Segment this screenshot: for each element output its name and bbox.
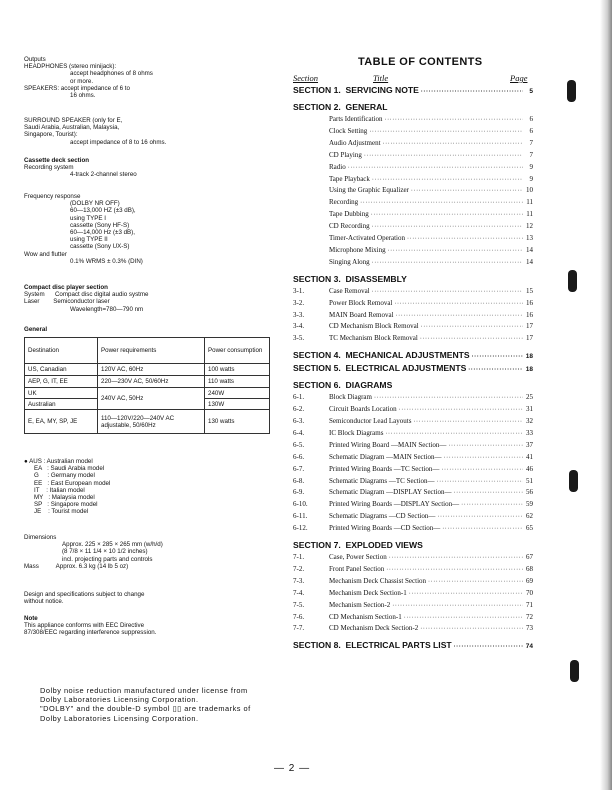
spec-line: 0.1% WRMS ± 0.3% (DIN) bbox=[70, 257, 143, 265]
spec-line: EA : Saudi Arabia model bbox=[34, 465, 105, 473]
dot-leader bbox=[396, 313, 523, 319]
spec-line: Outputs bbox=[24, 56, 46, 63]
toc-entry[interactable] bbox=[293, 393, 533, 401]
table-header: Power consumption bbox=[205, 338, 270, 364]
spec-line: SURROUND SPEAKER (only for E, bbox=[24, 117, 123, 124]
dolby-line: Dolby noise reduction manufactured under license from bbox=[40, 686, 248, 695]
binding-hole bbox=[569, 470, 578, 492]
toc-entry-title: TC Mechanism Block Removal bbox=[329, 334, 418, 343]
toc-entry-page: 69 bbox=[526, 576, 533, 585]
toc-entry-page: 68 bbox=[526, 564, 533, 573]
toc-entry-number: 6-2. bbox=[293, 405, 305, 414]
dolby-line: Dolby Laboratories Licensing Corporation. bbox=[40, 713, 199, 723]
spec-line: Singapore, Tourist): bbox=[24, 131, 78, 139]
table-row bbox=[25, 388, 270, 399]
toc-entry-title: Power Block Removal bbox=[329, 298, 393, 307]
dolby-line: Dolby Laboratories Licensing Corporation. bbox=[40, 695, 199, 705]
toc-entry-page: 65 bbox=[526, 524, 533, 533]
spec-line: IT : Italian model bbox=[34, 486, 85, 494]
spec-line: JE : Tourist model bbox=[34, 508, 89, 516]
dot-leader bbox=[444, 455, 523, 461]
toc-entry-title: Timer-Activated Operation bbox=[329, 234, 405, 242]
toc-entry-number: 7-1. bbox=[293, 553, 305, 561]
toc-entry-number: 7-5. bbox=[293, 600, 305, 609]
toc-entry-page: 71 bbox=[526, 600, 533, 609]
cd-spec bbox=[24, 284, 148, 313]
table-cell: 120V AC, 60Hz bbox=[98, 364, 205, 376]
table-header: Destination bbox=[25, 338, 98, 364]
table-cell: 110—120V/220—240V AC adjustable, 50/60Hz bbox=[98, 410, 205, 434]
dot-leader bbox=[472, 354, 523, 360]
spec-line: ● AUS : Australian model bbox=[24, 458, 93, 465]
dot-leader bbox=[437, 514, 523, 520]
spec-line: Frequency response bbox=[24, 193, 81, 200]
spec-line: Saudi Arabia, Australian, Malaysia, bbox=[24, 124, 120, 132]
dot-leader bbox=[348, 165, 523, 171]
toc-entry[interactable] bbox=[293, 465, 533, 473]
toc-section-label: SECTION 7. EXPLODED VIEWS bbox=[293, 540, 423, 550]
toc-entry-number: 6-5. bbox=[293, 440, 305, 449]
dot-leader bbox=[420, 626, 523, 632]
toc-entry-page: 67 bbox=[526, 553, 533, 561]
toc-entry[interactable] bbox=[293, 624, 533, 632]
spec-line: using TYPE I bbox=[70, 214, 106, 222]
toc-entry-title: Schematic Diagram —DISPLAY Section— bbox=[329, 488, 452, 497]
table-cell: UK bbox=[25, 388, 98, 399]
toc-entry[interactable] bbox=[293, 405, 533, 413]
dot-leader bbox=[374, 395, 523, 401]
toc-entry-title: Microphone Mixing bbox=[329, 245, 386, 254]
toc-entry-page: 56 bbox=[526, 488, 533, 497]
toc-section-label: SECTION 6. DIAGRAMS bbox=[293, 380, 393, 391]
toc-entry[interactable] bbox=[293, 429, 533, 437]
dot-leader bbox=[388, 248, 523, 254]
toc-entry-title: Printed Wiring Board —MAIN Section— bbox=[329, 440, 447, 449]
toc-entry-number: 6-1. bbox=[293, 393, 305, 402]
toc-entry[interactable] bbox=[293, 115, 533, 123]
toc-entry[interactable] bbox=[293, 246, 533, 254]
toc-entry-number: 6-8. bbox=[293, 476, 305, 485]
dot-leader bbox=[421, 324, 523, 330]
toc-entry[interactable] bbox=[293, 139, 533, 147]
toc-entry-title: CD Mechanism Deck Section-2 bbox=[329, 624, 419, 633]
toc-entry-page: 51 bbox=[526, 476, 533, 485]
dot-leader bbox=[372, 289, 523, 295]
dot-leader bbox=[394, 301, 523, 307]
toc-entry-title: Front Panel Section bbox=[329, 564, 385, 573]
toc-entry[interactable] bbox=[293, 417, 533, 425]
table-cell: AEP, G, IT, EE bbox=[25, 376, 98, 388]
toc-section-page: 18 bbox=[525, 366, 533, 374]
toc-entry[interactable] bbox=[293, 334, 533, 342]
toc-col-title: Title bbox=[373, 73, 389, 83]
table-row bbox=[25, 410, 270, 434]
table-cell: US, Canadian bbox=[25, 364, 98, 376]
dimensions-spec bbox=[24, 534, 163, 570]
toc-entry-title: Schematic Diagrams —TC Section— bbox=[329, 476, 435, 485]
spec-line: System Compact disc digital audio systme bbox=[24, 291, 149, 299]
toc-entry-page: 14 bbox=[526, 245, 533, 254]
dot-leader bbox=[385, 431, 523, 437]
spec-line: Design and specifications subject to change bbox=[24, 591, 145, 598]
frequency-spec bbox=[24, 193, 143, 265]
toc-entry-title: Circuit Boards Location bbox=[329, 405, 397, 414]
toc-section bbox=[293, 380, 533, 390]
toc-entry-page: 10 bbox=[526, 186, 533, 195]
table-cell: 110 watts bbox=[205, 376, 270, 388]
toc-col-section: Section bbox=[293, 73, 319, 83]
spec-line: 60—13,000 HZ (±3 dB), bbox=[70, 207, 136, 215]
power-table bbox=[24, 337, 270, 434]
toc-entry-title: Mechanism Deck Section-1 bbox=[329, 588, 407, 597]
toc-entry-title: Tape Playback bbox=[329, 174, 370, 183]
dot-leader bbox=[454, 490, 523, 496]
toc-entry-page: 9 bbox=[529, 174, 533, 183]
spec-line: accept headphones of 8 ohms bbox=[70, 70, 153, 78]
spec-line: (8 7/8 × 11 1/4 × 10 1/2 inches) bbox=[62, 548, 148, 556]
table-cell: 130 watts bbox=[205, 410, 270, 434]
toc-entry-number: 3-1. bbox=[293, 286, 305, 295]
toc-entry[interactable] bbox=[293, 234, 533, 242]
spec-line: or more. bbox=[70, 77, 94, 85]
toc-entry[interactable] bbox=[293, 524, 533, 532]
table-cell: Australian bbox=[25, 399, 98, 410]
toc-entry-title: CD Recording bbox=[329, 222, 370, 231]
dot-leader bbox=[369, 129, 523, 135]
toc-section bbox=[293, 640, 533, 650]
toc-entry[interactable] bbox=[293, 322, 533, 330]
table-cell: 240V AC, 50Hz bbox=[98, 388, 205, 410]
toc-entry[interactable] bbox=[293, 299, 533, 307]
surround-spec bbox=[24, 117, 166, 146]
table-row bbox=[25, 338, 270, 364]
spec-line: without notice. bbox=[24, 598, 64, 606]
table-cell: 240W bbox=[205, 388, 270, 399]
dot-leader bbox=[461, 502, 523, 508]
spec-line: (DOLBY NR OFF) bbox=[70, 200, 120, 208]
dot-leader bbox=[384, 117, 523, 123]
toc-entry-number: 7-6. bbox=[293, 612, 305, 621]
toc-entry[interactable] bbox=[293, 453, 533, 461]
toc-entry-page: 16 bbox=[526, 298, 533, 307]
dot-leader bbox=[409, 591, 523, 597]
toc-entry[interactable] bbox=[293, 175, 533, 183]
dot-leader bbox=[360, 200, 523, 206]
spec-line: 4-track 2-channel stereo bbox=[70, 171, 137, 179]
toc-entry-page: 37 bbox=[526, 440, 533, 449]
toc-entry-page: 25 bbox=[526, 393, 533, 402]
toc-entry-title: MAIN Board Removal bbox=[329, 310, 394, 319]
table-cell: 100 watts bbox=[205, 364, 270, 376]
model-legend bbox=[24, 458, 110, 516]
toc-entry-page: 32 bbox=[526, 417, 533, 425]
toc-section bbox=[293, 350, 533, 360]
spec-line: Mass Approx. 6.3 kg (14 lb 5 oz) bbox=[24, 562, 129, 570]
dot-leader bbox=[441, 467, 523, 473]
toc-entry-title: Semiconductor Lead Layouts bbox=[329, 417, 412, 425]
dot-leader bbox=[411, 188, 523, 194]
cassette-spec bbox=[24, 157, 137, 179]
spec-line: G : Germany model bbox=[34, 472, 95, 480]
dot-leader bbox=[399, 407, 523, 413]
dot-leader bbox=[371, 212, 523, 218]
toc-section-label: SECTION 5. ELECTRICAL ADJUSTMENTS bbox=[293, 363, 467, 374]
toc-entry-title: Singing Along bbox=[329, 257, 370, 266]
toc-entry-page: 59 bbox=[526, 500, 533, 509]
outputs-spec bbox=[24, 56, 153, 99]
dot-leader bbox=[389, 555, 523, 561]
toc-entry-number: 6-4. bbox=[293, 428, 305, 437]
binding-hole bbox=[568, 270, 577, 292]
toc-entry[interactable] bbox=[293, 601, 533, 609]
toc-entry-page: 17 bbox=[526, 322, 533, 331]
toc-entry[interactable] bbox=[293, 565, 533, 573]
toc-entry[interactable] bbox=[293, 477, 533, 485]
toc-entry[interactable] bbox=[293, 589, 533, 597]
toc-entry-number: 7-2. bbox=[293, 564, 305, 573]
toc-entry[interactable] bbox=[293, 198, 533, 206]
toc-entry[interactable] bbox=[293, 512, 533, 520]
table-header: Power requirements bbox=[98, 338, 205, 364]
toc-entry-number: 6-9. bbox=[293, 488, 305, 497]
toc-entry[interactable] bbox=[293, 258, 533, 266]
toc-entry-title: Parts Identification bbox=[329, 115, 383, 123]
design-note bbox=[24, 591, 144, 605]
spec-line: 16 ohms. bbox=[70, 92, 96, 100]
spec-line: Recording system bbox=[24, 164, 74, 172]
toc-entry-page: 9 bbox=[529, 162, 533, 171]
dot-leader bbox=[468, 367, 523, 373]
dot-leader bbox=[386, 567, 523, 573]
dot-leader bbox=[407, 236, 523, 242]
toc-entry-title: Printed Wiring Boards —DISPLAY Section— bbox=[329, 500, 460, 509]
toc-entry-number: 6-3. bbox=[293, 417, 305, 425]
toc-section-page: 5 bbox=[529, 88, 533, 95]
spec-line: Wavelength=780—790 nm bbox=[70, 305, 144, 313]
toc-entry-number: 3-5. bbox=[293, 334, 305, 343]
dot-leader bbox=[442, 526, 523, 532]
toc-entry[interactable] bbox=[293, 287, 533, 295]
toc-title: TABLE OF CONTENTS bbox=[358, 56, 483, 68]
toc-entry-page: 12 bbox=[526, 222, 533, 231]
dot-leader bbox=[372, 224, 523, 230]
toc-entry-page: 7 bbox=[529, 150, 533, 159]
toc-entry-page: 11 bbox=[526, 198, 533, 207]
toc-section-label: SECTION 1. SERVICING NOTE bbox=[293, 85, 419, 95]
spec-line: HEADPHONES (stereo minijack): bbox=[24, 63, 117, 71]
toc-entry-number: 6-10. bbox=[293, 500, 308, 509]
toc-entry-page: 17 bbox=[526, 334, 533, 343]
toc-entry-title: Schematic Diagrams —CD Section— bbox=[329, 512, 436, 521]
toc-entry-page: 14 bbox=[526, 257, 533, 266]
toc-entry-title: Tape Dubbing bbox=[329, 210, 369, 219]
dot-leader bbox=[420, 336, 523, 342]
toc-entry-page: 62 bbox=[526, 512, 533, 521]
toc-section-page: 18 bbox=[525, 353, 533, 361]
toc-entry-page: 73 bbox=[526, 624, 533, 633]
toc-entry-number: 6-12. bbox=[293, 524, 308, 533]
dolby-notice bbox=[40, 686, 251, 723]
toc-entry[interactable] bbox=[293, 222, 533, 230]
toc-section bbox=[293, 102, 533, 112]
toc-section bbox=[293, 85, 533, 95]
toc-section-label: SECTION 3. DISASSEMBLY bbox=[293, 273, 407, 284]
toc-entry[interactable] bbox=[293, 613, 533, 621]
spec-line: MY : Malaysia model bbox=[34, 494, 95, 502]
toc-entry-number: 6-6. bbox=[293, 452, 305, 461]
toc-entry-title: Printed Wiring Boards —CD Section— bbox=[329, 524, 441, 533]
eec-note bbox=[24, 615, 156, 637]
toc-entry[interactable] bbox=[293, 500, 533, 508]
dot-leader bbox=[383, 141, 523, 147]
toc-section-page: 74 bbox=[525, 643, 533, 651]
dot-leader bbox=[421, 89, 523, 95]
spec-line: 87/308/EEC regarding interference suppression. bbox=[24, 629, 157, 637]
dot-leader bbox=[413, 419, 523, 425]
toc-col-page: Page bbox=[510, 73, 528, 83]
table-row bbox=[25, 376, 270, 388]
toc-entry-page: 33 bbox=[526, 428, 533, 437]
dot-leader bbox=[448, 443, 523, 449]
toc-entry-number: 3-2. bbox=[293, 298, 305, 307]
spec-line: Dimensions bbox=[24, 534, 57, 541]
toc-entry-title: Schematic Diagram —MAIN Section— bbox=[329, 452, 442, 461]
toc-section-label: SECTION 4. MECHANICAL ADJUSTMENTS bbox=[293, 350, 470, 361]
spec-line: SP : Singapore model bbox=[34, 501, 98, 509]
table-cell: E, EA, MY, SP, JE bbox=[25, 410, 98, 434]
table-cell: 220—230V AC, 50/60Hz bbox=[98, 376, 205, 388]
toc-entry-title: Case Removal bbox=[329, 286, 370, 295]
toc-entry[interactable] bbox=[293, 553, 533, 561]
toc-entry-number: 3-3. bbox=[293, 310, 305, 319]
spec-line: Approx. 225 × 285 × 265 mm (w/h/d) bbox=[62, 541, 163, 549]
page-edge-shadow bbox=[600, 0, 612, 790]
toc-entry-number: 6-7. bbox=[293, 464, 305, 473]
toc-entry[interactable] bbox=[293, 186, 533, 194]
toc-entry-number: 7-3. bbox=[293, 576, 305, 585]
spec-line: EE : East European model bbox=[34, 479, 111, 487]
toc-entry-title: CD Mechanism Block Removal bbox=[329, 322, 419, 331]
toc-entry[interactable] bbox=[293, 577, 533, 585]
spec-line: cassette (Sony HF-S) bbox=[70, 221, 130, 229]
dot-leader bbox=[372, 177, 523, 183]
toc-entry-title: Radio bbox=[329, 162, 346, 171]
table-cell: 130W bbox=[205, 399, 270, 410]
general-heading: General bbox=[24, 326, 48, 333]
toc-entry-page: 72 bbox=[526, 612, 533, 621]
spec-line: incl. projecting parts and controls bbox=[62, 555, 153, 563]
spec-line: This appliance conforms with EEC Directive bbox=[24, 622, 145, 630]
toc-entry-title: Audio Adjustment bbox=[329, 138, 381, 147]
toc-entry-title: CD Mechanism Section-1 bbox=[329, 612, 402, 621]
toc-entry-title: Case, Power Section bbox=[329, 553, 387, 561]
toc-entry-number: 3-4. bbox=[293, 322, 305, 331]
dot-leader bbox=[364, 153, 523, 159]
toc-section bbox=[293, 363, 533, 373]
spec-line: cassette (Sony UX-S) bbox=[70, 243, 130, 251]
cd-heading: Compact disc player section bbox=[24, 284, 108, 291]
toc-entry-title: Printed Wiring Boards —TC Section— bbox=[329, 464, 440, 473]
toc-section bbox=[293, 274, 533, 284]
page-number: — 2 — bbox=[274, 763, 311, 774]
toc-section bbox=[293, 540, 533, 550]
note-heading: Note bbox=[24, 615, 38, 622]
spec-line: Wow and flutter bbox=[24, 250, 67, 258]
toc-entry-title: Mechanism Section-2 bbox=[329, 600, 391, 609]
toc-entry-title: Recording bbox=[329, 198, 359, 207]
spec-line: accept impedance of 8 to 16 ohms. bbox=[70, 138, 167, 146]
toc-entry-page: 6 bbox=[529, 115, 533, 123]
toc-entry[interactable] bbox=[293, 488, 533, 496]
cassette-heading: Cassette deck section bbox=[24, 157, 89, 164]
toc-entry-title: IC Block Diagrams bbox=[329, 428, 384, 437]
dot-leader bbox=[437, 479, 523, 485]
binding-hole bbox=[567, 80, 576, 102]
dot-leader bbox=[428, 579, 523, 585]
toc-entry-title: Using the Graphic Equalizer bbox=[329, 186, 409, 195]
toc-entry[interactable] bbox=[293, 151, 533, 159]
dot-leader bbox=[372, 260, 523, 266]
toc-entry-page: 6 bbox=[529, 126, 533, 135]
toc-entry-page: 13 bbox=[526, 234, 533, 242]
dot-leader bbox=[392, 603, 523, 609]
toc-entry-title: Clock Setting bbox=[329, 126, 368, 135]
toc-entry-title: Mechanism Deck Chassist Section bbox=[329, 576, 427, 585]
toc-entry-title: CD Playing bbox=[329, 150, 362, 159]
toc-entry[interactable] bbox=[293, 210, 533, 218]
toc-entry-page: 7 bbox=[529, 138, 533, 147]
toc-entry-number: 6-11. bbox=[293, 512, 308, 521]
toc-entry-page: 11 bbox=[526, 210, 533, 219]
dolby-line: "DOLBY" and the double-D symbol ▯▯ are trademarks of bbox=[40, 704, 251, 714]
spec-line: using TYPE II bbox=[70, 236, 108, 244]
toc-section-label: SECTION 8. ELECTRICAL PARTS LIST bbox=[293, 640, 452, 651]
toc-entry-page: 70 bbox=[526, 588, 533, 597]
table-row bbox=[25, 364, 270, 376]
toc-section-label: SECTION 2. GENERAL bbox=[293, 102, 388, 112]
toc-entry[interactable] bbox=[293, 127, 533, 135]
toc-entry-title: Block Diagram bbox=[329, 393, 372, 402]
toc-entry-page: 16 bbox=[526, 310, 533, 319]
toc-entry-page: 31 bbox=[526, 405, 533, 414]
toc-entry-page: 41 bbox=[526, 452, 533, 461]
toc-entry[interactable] bbox=[293, 441, 533, 449]
spec-line: SPEAKERS: accept impedance of 6 to bbox=[24, 84, 130, 92]
toc-entry[interactable] bbox=[293, 311, 533, 319]
dot-leader bbox=[404, 615, 523, 621]
toc-entry-number: 7-4. bbox=[293, 588, 305, 597]
toc-entry[interactable] bbox=[293, 163, 533, 171]
spec-line: Laser Semiconductor laser bbox=[24, 298, 110, 306]
spec-line: 60—14,000 Hz (±3 dB), bbox=[70, 229, 135, 237]
toc-entry-page: 15 bbox=[526, 286, 533, 295]
toc-entry-page: 46 bbox=[526, 464, 533, 473]
binding-hole bbox=[570, 660, 579, 682]
dot-leader bbox=[454, 644, 523, 650]
toc-entry-number: 7-7. bbox=[293, 624, 305, 633]
